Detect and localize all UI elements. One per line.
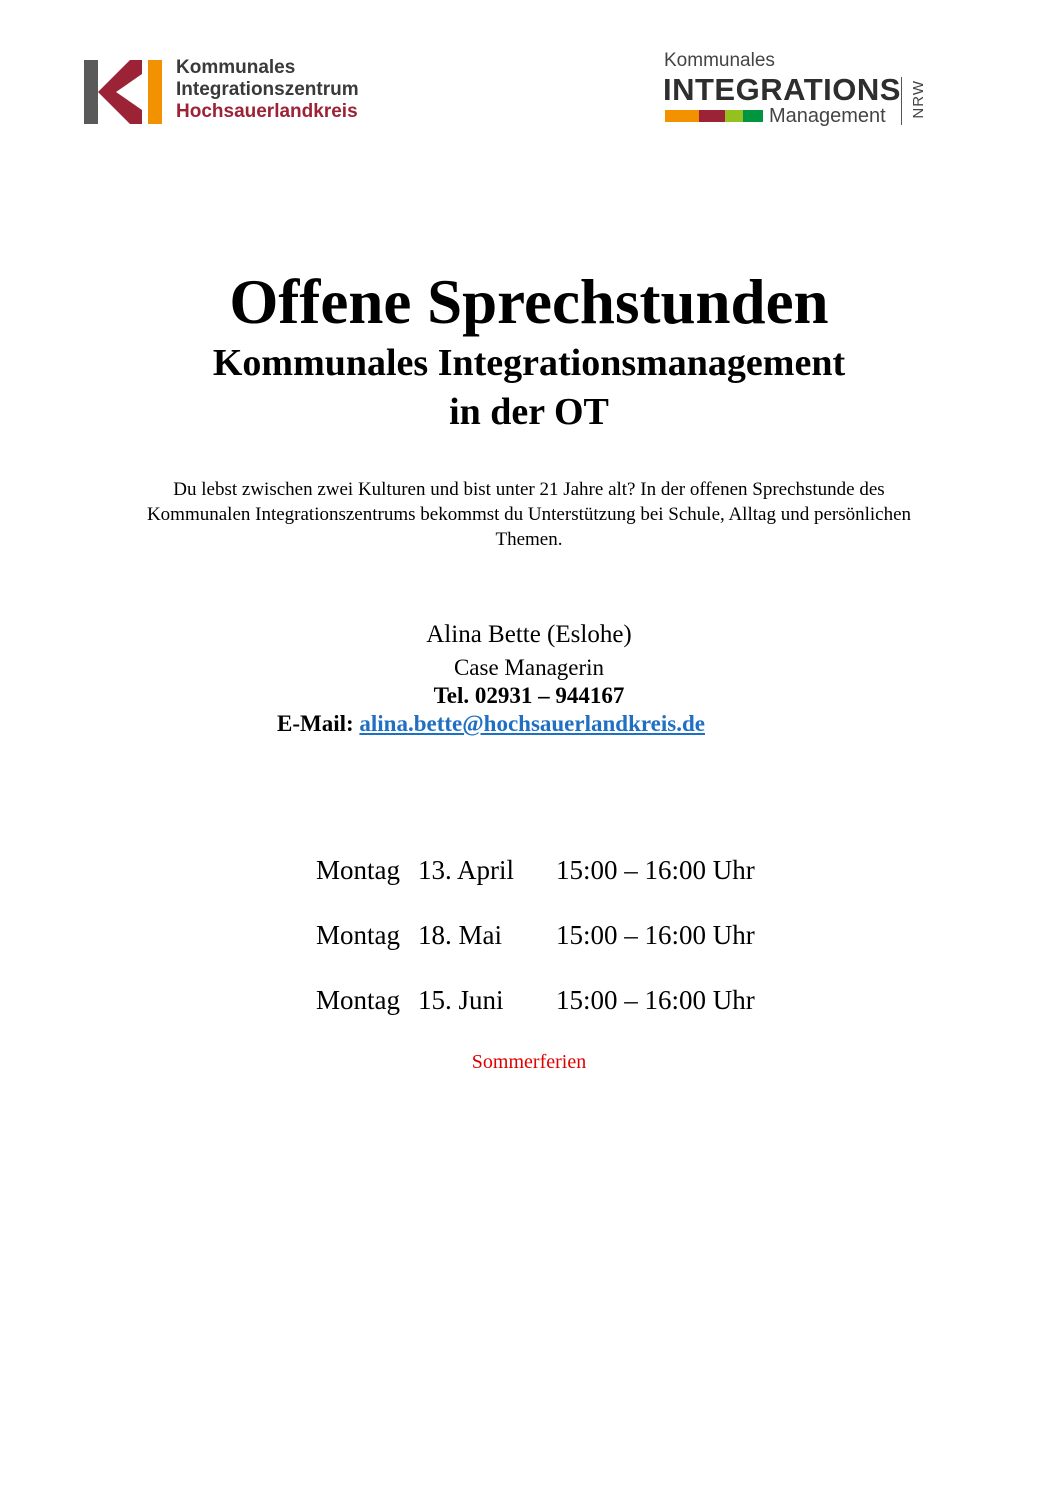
logo-left-text: [176, 57, 359, 123]
schedule-date: 13. April: [418, 855, 515, 885]
schedule-time: 15:00 – 16:00 Uhr: [556, 920, 755, 950]
ki-logo-mark: [84, 58, 162, 126]
logo-left-line-2: Integrationszentrum: [176, 79, 359, 100]
contact-role: Case Managerin: [453, 655, 605, 680]
intro-paragraph: Du lebst zwischen zwei Kulturen und bist unter 21 Jahre alt? In der offenen Sprechstunde des Kommunalen Integrationszentrums bekommst du Unterstützung bei Schule, Alltag und persönlichen Themen.: [146, 479, 912, 550]
logo-right-big-text: INTEGRATIONS: [663, 72, 901, 107]
logo-color-bar: [665, 110, 763, 122]
schedule-date: 15. Juni: [418, 985, 504, 1015]
schedule-day: Montag: [316, 855, 400, 885]
color-bar-segment: [743, 110, 763, 122]
contact-name: Alina Bette (Eslohe): [426, 621, 632, 648]
page-subtitle: [0, 339, 1058, 437]
logo-left-line-1: Kommunales: [176, 57, 296, 78]
contact-email-line: [277, 710, 705, 738]
logo-right-management-text: Management: [769, 105, 886, 127]
schedule-row: [316, 917, 836, 982]
holiday-note: Sommerferien: [471, 1051, 587, 1073]
subtitle-line-1: Kommunales Integrationsmanagement: [212, 342, 846, 384]
email-link[interactable]: alina.bette@hochsauerlandkreis.de: [359, 711, 705, 736]
color-bar-segment: [725, 110, 743, 122]
email-label: E-Mail:: [277, 711, 354, 736]
kommunales-integrationsmanagement-logo: [663, 50, 943, 132]
schedule-list: [316, 852, 836, 1047]
schedule-date: 18. Mai: [418, 920, 502, 950]
page-title: Offene Sprechstunden: [229, 267, 829, 337]
schedule-day: Montag: [316, 920, 400, 950]
subtitle-line-2: in der OT: [449, 391, 609, 433]
schedule-row: [316, 982, 836, 1047]
schedule-row: [316, 852, 836, 917]
logo-left-line-3: Hochsauerlandkreis: [176, 101, 358, 122]
schedule-time: 15:00 – 16:00 Uhr: [556, 855, 755, 885]
logo-right-small-text: Kommunales: [664, 50, 775, 71]
color-bar-segment: [665, 110, 699, 122]
logo-right-nrw-text: NRW: [910, 80, 927, 119]
color-bar-segment: [699, 110, 725, 122]
schedule-time: 15:00 – 16:00 Uhr: [556, 985, 755, 1015]
schedule-day: Montag: [316, 985, 400, 1015]
contact-phone: Tel. 02931 – 944167: [433, 683, 625, 708]
kommunales-integrationszentrum-logo: [84, 55, 384, 130]
logo-divider: [901, 77, 902, 125]
